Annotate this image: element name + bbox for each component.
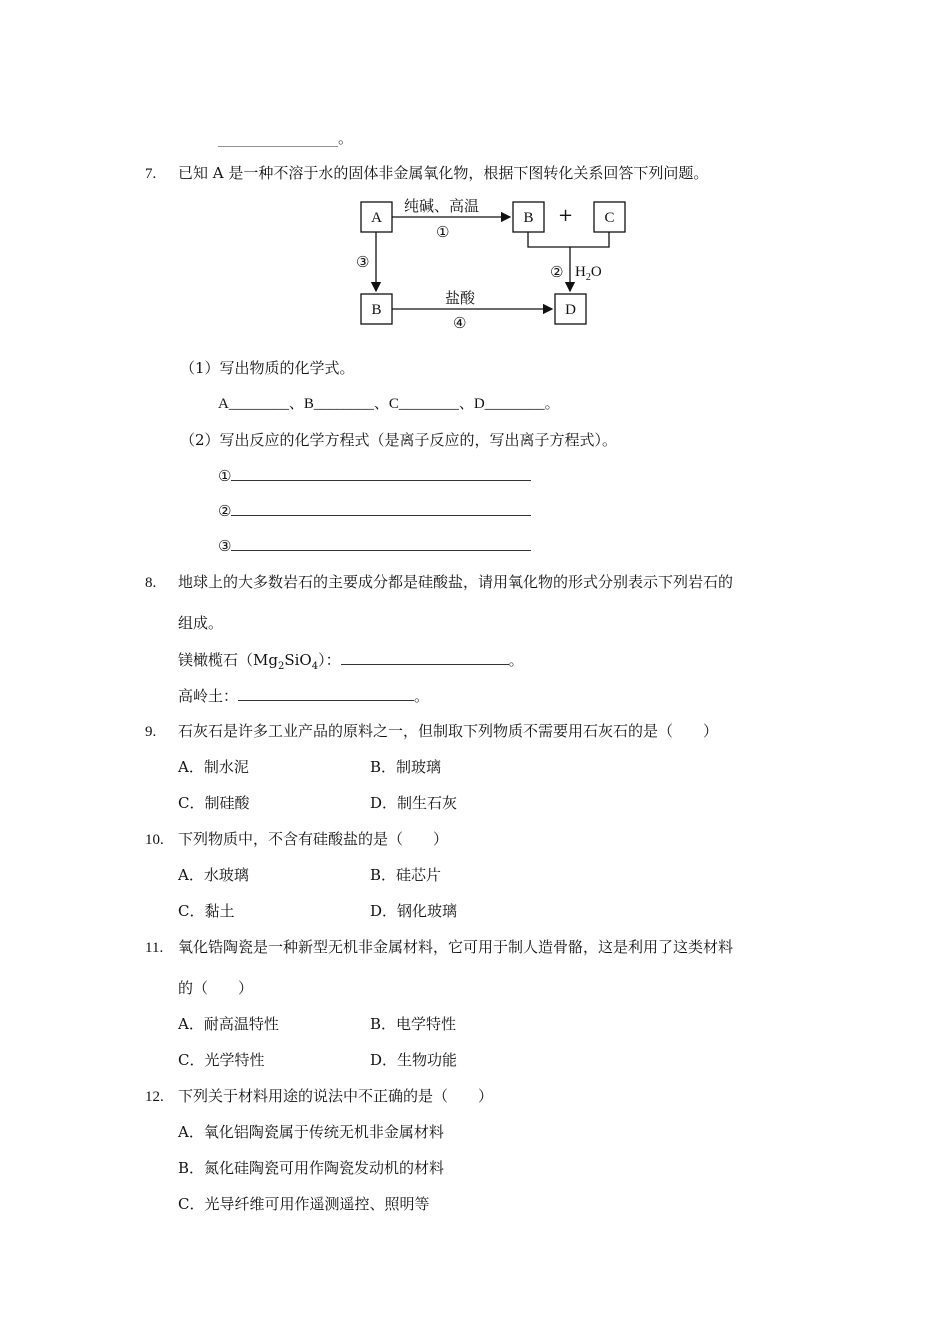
arrow-4-label: 盐酸	[445, 289, 476, 307]
question-number: 9.	[145, 724, 157, 740]
question-10	[145, 829, 448, 850]
question-text: 地球上的大多数岩石的主要成分都是硅酸盐，请用氧化物的形式分别表示下列岩石的	[178, 573, 734, 591]
period: 。	[508, 651, 524, 669]
box-c-label: C	[604, 210, 615, 226]
option-b: B．电学特性	[370, 1015, 457, 1033]
question-7	[145, 163, 708, 184]
eq-label: ②	[218, 502, 232, 520]
box-d-label: D	[565, 302, 576, 318]
question-number: 8.	[145, 575, 157, 591]
question-12	[145, 1086, 493, 1107]
question-8-cont: 组成。	[178, 614, 224, 632]
question-text: 氧化锆陶瓷是一种新型无机非金属材料，它可用于制人造骨骼，这是利用了这类材料	[178, 938, 734, 956]
plus-sign: +	[558, 205, 574, 226]
option-a: A．制水泥	[178, 758, 249, 776]
eq-label: ①	[218, 467, 232, 485]
subscript: 4	[311, 661, 319, 672]
arrow-4-number: ④	[453, 314, 467, 332]
eq-label: ③	[218, 537, 232, 555]
option-a: A．氧化铝陶瓷属于传统无机非金属材料	[178, 1123, 444, 1141]
label: ）：	[318, 651, 341, 669]
o-symbol: O	[590, 264, 602, 280]
h-symbol: H	[575, 264, 586, 280]
question-8	[145, 572, 733, 593]
option-c: C．光学特性	[178, 1051, 265, 1069]
arrow-2-number: ②	[550, 263, 564, 281]
question-number: 10.	[145, 832, 164, 848]
answer-blank	[341, 650, 509, 665]
option-a: A．耐高温特性	[178, 1015, 279, 1033]
bracket-b-c	[528, 232, 609, 247]
question-text: 已知 A 是一种不溶于水的固体非金属氧化物，根据下图转化关系回答下列问题。	[178, 164, 709, 182]
q8-line-2	[178, 686, 429, 706]
arrow-1-number: ①	[436, 223, 450, 241]
arrow-3-number: ③	[356, 253, 370, 271]
question-11	[145, 937, 733, 958]
label: 高岭土：	[178, 687, 239, 705]
question-text: 石灰石是许多工业产品的原料之一，但制取下列物质不需要用石灰石的是（ ）	[178, 722, 719, 740]
question-text: 下列关于材料用途的说法中不正确的是（ ）	[178, 1087, 494, 1105]
option-c: C．制硅酸	[178, 794, 250, 812]
q7-sub1-answers: A________、B________、C________、D________。	[218, 396, 560, 412]
q7-sub2: （2）写出反应的化学方程式（是离子反应的，写出离子方程式）。	[180, 431, 618, 449]
equation-line-1	[218, 466, 531, 486]
equation-line-3	[218, 536, 531, 556]
q8-line-1	[178, 650, 524, 677]
option-d: D．生物功能	[370, 1051, 458, 1069]
subscript: 2	[585, 272, 591, 283]
option-d: D．制生石灰	[370, 794, 458, 812]
box-b-bottom-label: B	[371, 302, 382, 318]
eq-blank	[231, 501, 531, 516]
period: 。	[414, 687, 430, 705]
answer-blank	[238, 686, 414, 701]
eq-blank	[231, 466, 531, 481]
question-number: 7.	[145, 166, 157, 182]
top-answer-line	[218, 128, 353, 148]
question-text: 下列物质中，不含有硅酸盐的是（ ）	[178, 830, 449, 848]
q7-sub1: （1）写出物质的化学式。	[180, 359, 355, 377]
period: 。	[338, 129, 354, 147]
equation-line-2	[218, 501, 531, 521]
option-a: A．水玻璃	[178, 866, 249, 884]
option-d: D．钢化玻璃	[370, 902, 458, 920]
question-number: 12.	[145, 1089, 164, 1105]
arrow-1-label: 纯碱、高温	[404, 197, 480, 215]
option-c: C．黏土	[178, 902, 235, 920]
eq-blank	[231, 536, 531, 551]
box-b-top-label: B	[523, 210, 534, 226]
option-b: B．制玻璃	[370, 758, 442, 776]
question-9	[145, 721, 718, 742]
label: 镁橄榄石（Mg	[178, 651, 278, 669]
question-number: 11.	[145, 940, 164, 956]
subscript: 2	[277, 661, 285, 672]
answer-blank: ________________	[218, 129, 338, 147]
label: SiO	[284, 651, 312, 669]
arrow-2-label	[575, 262, 602, 288]
question-11-cont: 的（ ）	[178, 979, 254, 997]
option-c: C．光导纤维可用作遥测遥控、照明等	[178, 1195, 430, 1213]
option-b: B．硅芯片	[370, 866, 442, 884]
box-a-label: A	[371, 210, 382, 226]
option-b: B．氮化硅陶瓷可用作陶瓷发动机的材料	[178, 1159, 445, 1177]
